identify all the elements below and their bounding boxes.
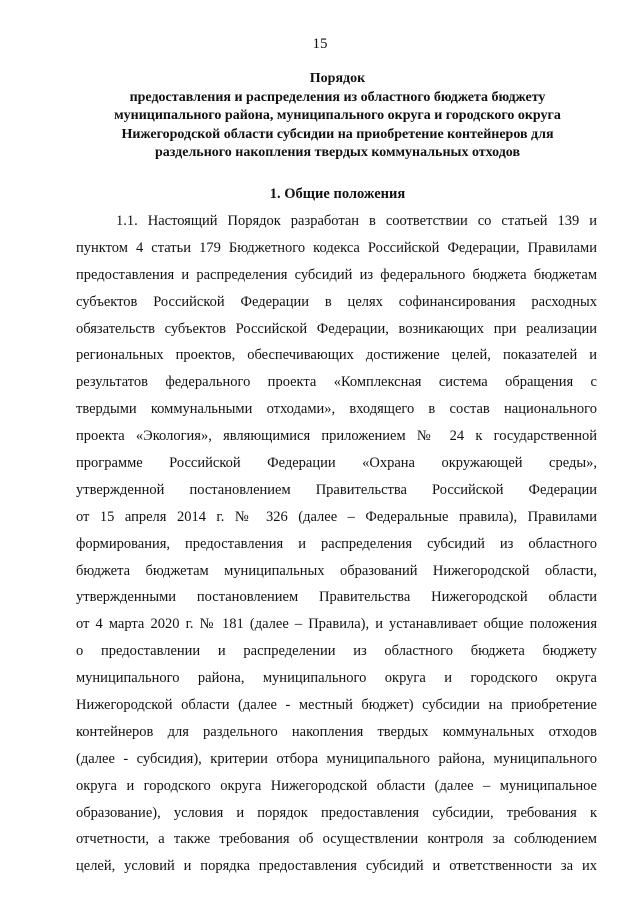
paragraph-line: результатов федерального проекта «Комплексная система обращения с [76,374,597,391]
paragraph-line: региональных проектов, обеспечивающих достижение целей, показателей и [76,347,597,364]
paragraph-line: Нижегородской области (далее - местный бюджет) субсидии на приобретение [76,697,597,714]
paragraph-line: субъектов Российской Федерации в целях софинансирования расходных [76,293,597,310]
paragraph-line: пунктом 4 статьи 179 Бюджетного кодекса Российской Федерации, Правилами [76,239,597,256]
title-line: муниципального района, муниципального округа и городского округа [114,108,561,123]
title-line: раздельного накопления твердых коммунальных отходов [154,145,521,160]
title-line: Нижегородской области субсидии на приобретение контейнеров для [121,126,554,142]
paragraph-line: образование), условия и порядок предоставления субсидии, требования к [76,804,597,821]
paragraph-line: проекта «Экология», являющимися приложением № 24 к государственной [76,428,597,445]
paragraph-line: программе Российской Федерации «Охрана окружающей среды», [76,455,597,472]
paragraph-line: контейнеров для раздельного накопления твердых коммунальных отходов [76,723,597,740]
title-line: Порядок [309,71,366,86]
paragraph-line: (далее - субсидия), критерии отбора муниципального района, муниципального [76,750,597,767]
paragraph-line: от 15 апреля 2014 г. № 326 (далее – Федеральные правила), Правилами [76,508,597,525]
paragraph-line: о предоставлении и распределении из областного бюджета бюджету [76,643,597,660]
body-paragraph [76,208,597,880]
paragraph-line: 1.1. Настоящий Порядок разработан в соответствии со статьей 139 и [116,213,597,229]
paragraph-line: от 4 марта 2020 г. № 181 (далее – Правила), и устанавливает общие положения [76,616,597,633]
paragraph-line: формирования, предоставления и распределения субсидий из областного [76,535,597,552]
paragraph-line: утвержденными постановлением Правительства Нижегородской области [76,589,597,606]
paragraph-line: муниципального района, муниципального округа и городского округа [76,670,597,687]
paragraph-line: целей, условий и порядка предоставления субсидий и ответственности за их [76,858,597,875]
paragraph-line: округа и городского округа Нижегородской области (далее – муниципальное [76,777,597,794]
document-title [60,70,615,163]
paragraph-line: утвержденной постановлением Правительства Российской Федерации [76,481,597,498]
paragraph-line: твердыми коммунальными отходами», входящего в состав национального [76,401,597,418]
title-line: предоставления и распределения из областного бюджета бюджету [129,89,546,105]
paragraph-line: предоставления и распределения субсидий из федерального бюджета бюджетам [76,266,597,283]
paragraph-line: обязательств субъектов Российской Федерации, возникающих при реализации [76,320,597,337]
paragraph-line: отчетности, а также требования об осуществлении контроля за соблюдением [76,831,597,848]
section-heading: 1. Общие положения [269,186,406,202]
page-number: 15 [312,36,328,52]
paragraph-line: бюджета бюджетам муниципальных образований Нижегородской области, [76,562,597,579]
